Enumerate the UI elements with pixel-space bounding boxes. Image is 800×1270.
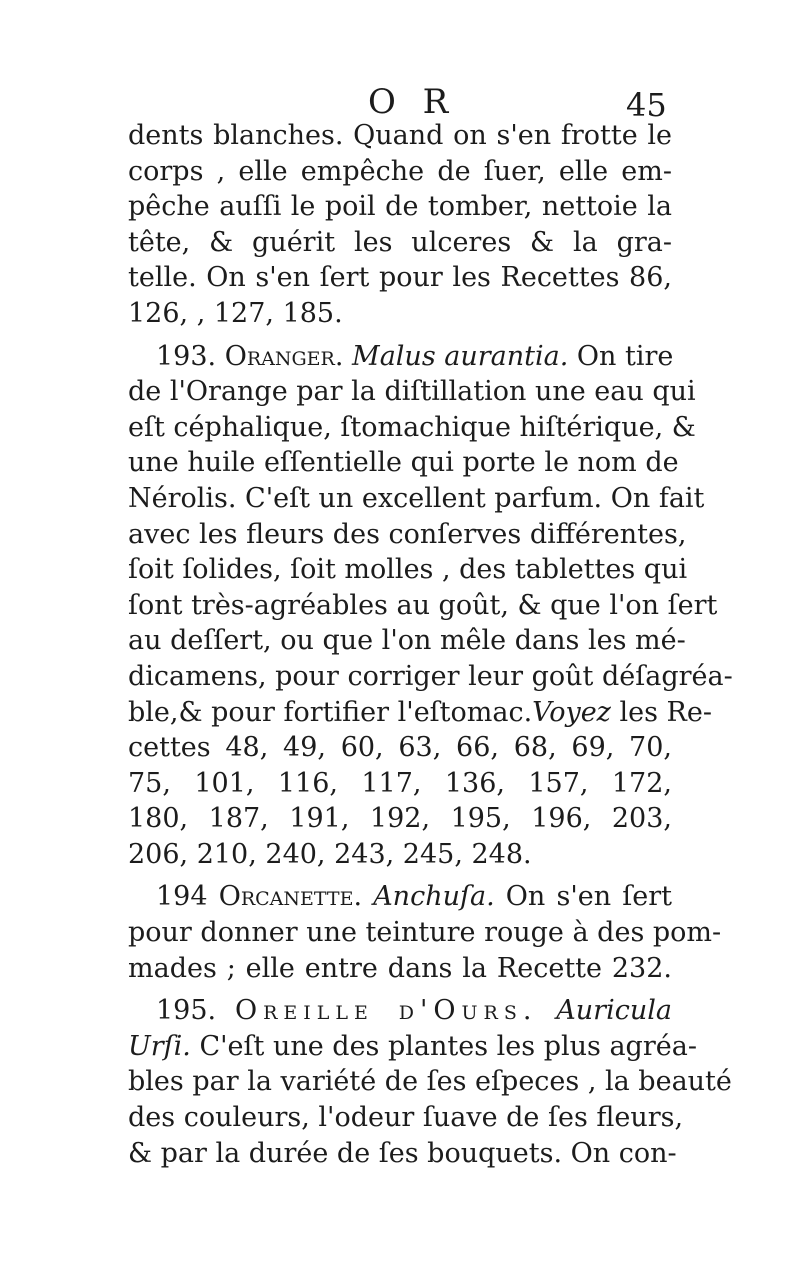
text-line: une huile eſſentielle qui porte le nom de bbox=[128, 447, 679, 479]
entry-number: 194 bbox=[156, 881, 208, 913]
text-line: ſoit ſolides, ſoit molles , des tablettes qui bbox=[128, 554, 688, 586]
text-line: pour donner une teinture rouge à des pom- bbox=[128, 917, 722, 949]
text-fragment: les Re- bbox=[610, 696, 712, 728]
body-text bbox=[128, 118, 733, 1171]
text-line: bles par la variété de ſes eſpeces , la beauté bbox=[128, 1066, 732, 1098]
text-line: dicamens, pour corriger leur goût déſagréa- bbox=[128, 660, 733, 692]
entry-number: 193. bbox=[156, 340, 217, 372]
entry-latin-name: Urſi. bbox=[128, 1030, 191, 1062]
text-line bbox=[128, 695, 712, 731]
entry-name: Orcanette. bbox=[218, 881, 363, 913]
recipe-numbers-line: 206, 210, 240, 243, 245, 248. bbox=[128, 838, 532, 870]
recipe-numbers-line: cettes 48, 49, 60, 63, 66, 68, 69, 70, bbox=[128, 732, 672, 764]
entry-heading-line bbox=[128, 339, 672, 375]
text-fragment: ble,& pour fortifier l'eſtomac. bbox=[128, 696, 533, 728]
text-line: corps , elle empêche de ſuer, elle em- bbox=[128, 155, 672, 187]
entry-name: Oreille d'Ours. bbox=[234, 995, 538, 1027]
page-number: 45 bbox=[626, 86, 667, 124]
text-line: au deſſert, ou que l'on mêle dans les mé- bbox=[128, 625, 686, 657]
text-line: tête, & guérit les ulceres & la gra- bbox=[128, 226, 672, 258]
entry-number: 195. bbox=[156, 995, 217, 1027]
text-fragment: C'eſt une des plantes les plus agréa- bbox=[190, 1030, 697, 1062]
entry-latin-name: Auricula bbox=[556, 995, 672, 1027]
text-line: dents blanches. Quand on s'en frotte le bbox=[128, 120, 672, 151]
text-fragment: On s'en ſert bbox=[494, 881, 672, 913]
cross-reference: Voyez bbox=[532, 696, 611, 728]
entry-latin-name: Anchuſa. bbox=[373, 881, 495, 913]
text-line: des couleurs, l'odeur ſuave de ſes fleurs, bbox=[128, 1102, 684, 1134]
text-line: de l'Orange par la diſtillation une eau qui bbox=[128, 376, 696, 408]
entry-heading-line bbox=[128, 879, 672, 915]
entry-heading-line bbox=[128, 993, 672, 1029]
recipe-numbers-line: 75, 101, 116, 117, 136, 157, 172, bbox=[128, 767, 672, 799]
text-line: & par la durée de ſes bouquets. On con- bbox=[128, 1137, 677, 1169]
text-line: 126, , 127, 185. bbox=[128, 297, 343, 329]
text-line: pêche auſſi le poil de tomber, nettoie la bbox=[128, 191, 672, 223]
text-line: avec les fleurs des conſerves différentes, bbox=[128, 518, 687, 550]
text-line: mades ; elle entre dans la Recette 232. bbox=[128, 952, 672, 984]
entry-latin-name: Malus aurantia. bbox=[352, 340, 569, 372]
text-line: Nérolis. C'eſt un excellent parfum. On fait bbox=[128, 482, 705, 514]
text-fragment: On tire bbox=[568, 340, 674, 372]
text-line: telle. On s'en ſert pour les Recettes 86, bbox=[128, 262, 672, 294]
text-line bbox=[128, 1029, 697, 1065]
text-line: eſt céphalique, ſtomachique hiſtérique, & bbox=[128, 411, 696, 443]
text-line: ſont très-agréables au goût, & que l'on ſert bbox=[128, 589, 718, 621]
running-head bbox=[0, 82, 800, 122]
entry-name: Oranger. bbox=[224, 340, 344, 372]
recipe-numbers-line: 180, 187, 191, 192, 195, 196, 203, bbox=[128, 803, 672, 835]
running-head-title: O R bbox=[368, 82, 457, 122]
